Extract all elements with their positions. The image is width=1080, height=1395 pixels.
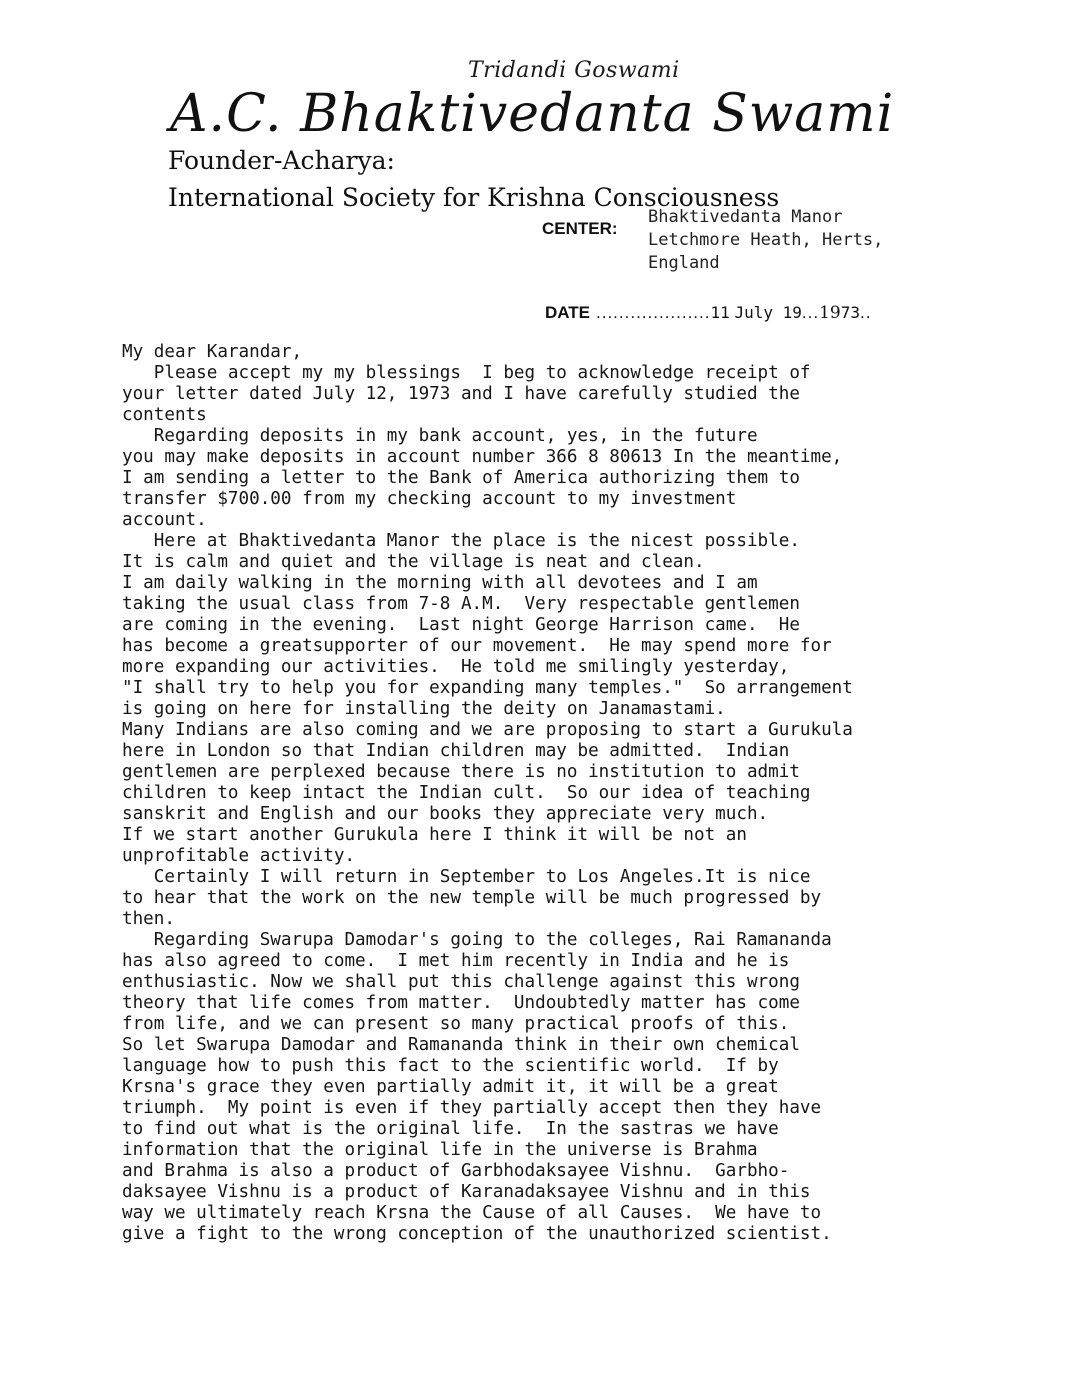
- date-label: DATE: [545, 303, 591, 322]
- letter-line: you may make deposits in account number 366 8 80613 In the meantime,: [122, 447, 843, 467]
- letter-line: contents: [122, 405, 207, 425]
- date-dots: ..: [860, 303, 872, 322]
- letter-line: and Brahma is also a product of Garbhodaksayee Vishnu. Garbho-: [122, 1161, 790, 1181]
- center-line: Bhaktivedanta Manor: [648, 207, 843, 227]
- letter-line: transfer $700.00 from my checking account to my investment: [122, 489, 737, 509]
- letter-line: Here at Bhaktivedanta Manor the place is the nicest possible.: [122, 531, 800, 551]
- letterhead-tridandi: Tridandi Goswami: [468, 58, 680, 83]
- letter-line: theory that life comes from matter. Undoubtedly matter has come: [122, 993, 800, 1013]
- date-day: 11: [710, 303, 730, 322]
- letter-line: Many Indians are also coming and we are proposing to start a Gurukula: [122, 720, 853, 740]
- letter-line: are coming in the evening. Last night George Harrison came. He: [122, 615, 800, 635]
- letter-line: has become a greatsupporter of our movement. He may spend more for: [122, 636, 832, 656]
- center-label: CENTER:: [542, 219, 618, 238]
- date-year-suffix: 73: [840, 303, 860, 322]
- letter-line: children to keep intact the Indian cult. So our idea of teaching: [122, 783, 811, 803]
- date-line: [545, 303, 871, 323]
- letter-line: taking the usual class from 7-8 A.M. Very respectable gentlemen: [122, 594, 800, 614]
- letter-line: more expanding our activities. He told me smilingly yesterday,: [122, 657, 790, 677]
- letter-line: from life, and we can present so many practical proofs of this.: [122, 1014, 790, 1034]
- letter-line: It is calm and quiet and the village is neat and clean.: [122, 552, 705, 572]
- letter-line: "I shall try to help you for expanding many temples." So arrangement: [122, 678, 853, 698]
- date-dots: ....................: [596, 303, 711, 322]
- letter-line: way we ultimately reach Krsna the Cause of all Causes. We have to: [122, 1203, 822, 1223]
- letter-line: your letter dated July 12, 1973 and I have carefully studied the: [122, 384, 800, 404]
- center-line: England: [648, 253, 720, 273]
- date-dots: ...: [801, 303, 820, 322]
- letter-line: then.: [122, 909, 175, 929]
- letter-line: My dear Karandar,: [122, 342, 303, 362]
- letter-line: to hear that the work on the new temple will be much progressed by: [122, 888, 822, 908]
- center-line: Letchmore Heath, Herts,: [648, 230, 884, 250]
- letter-line: If we start another Gurukula here I think it will be not an: [122, 825, 747, 845]
- date-year-prefix: 19: [819, 303, 841, 323]
- letter-line: is going on here for installing the deity on Janamastami.: [122, 699, 726, 719]
- letter-line: Regarding Swarupa Damodar's going to the colleges, Rai Ramananda: [122, 930, 832, 950]
- center-address: [648, 206, 883, 275]
- letter-line: Please accept my my blessings I beg to acknowledge receipt of: [122, 363, 811, 383]
- letter-line: Regarding deposits in my bank account, yes, in the future: [122, 426, 758, 446]
- letter-line: give a fight to the wrong conception of the unauthorized scientist.: [122, 1224, 832, 1244]
- letter-line: gentlemen are perplexed because there is no institution to admit: [122, 762, 800, 782]
- letter-line: I am sending a letter to the Bank of America authorizing them to: [122, 468, 800, 488]
- letterhead-name: A.C. Bhaktivedanta Swami: [170, 84, 895, 144]
- letter-line: enthusiastic. Now we shall put this challenge against this wrong: [122, 972, 800, 992]
- letter-line: language how to push this fact to the scientific world. If by: [122, 1056, 779, 1076]
- letter-line: Krsna's grace they even partially admit it, it will be a great: [122, 1077, 779, 1097]
- letter-line: I am daily walking in the morning with all devotees and I am: [122, 573, 758, 593]
- letter-line: account.: [122, 510, 207, 530]
- letter-line: unprofitable activity.: [122, 846, 356, 866]
- date-month-day: July 19: [734, 303, 802, 322]
- letter-line: daksayee Vishnu is a product of Karanadaksayee Vishnu and in this: [122, 1182, 811, 1202]
- letter-line: Certainly I will return in September to Los Angeles.It is nice: [122, 867, 811, 887]
- letter-line: information that the original life in the universe is Brahma: [122, 1140, 758, 1160]
- letter-line: to find out what is the original life. In the sastras we have: [122, 1119, 779, 1139]
- letterhead-society: International Society for Krishna Consciousness: [168, 183, 780, 212]
- letter-line: triumph. My point is even if they partially accept then they have: [122, 1098, 822, 1118]
- letter-line: has also agreed to come. I met him recently in India and he is: [122, 951, 790, 971]
- letterhead-founder: Founder-Acharya:: [168, 146, 395, 175]
- letter-line: sanskrit and English and our books they appreciate very much.: [122, 804, 769, 824]
- letter-body: [122, 342, 1042, 1245]
- letter-line: So let Swarupa Damodar and Ramananda think in their own chemical: [122, 1035, 800, 1055]
- letter-line: here in London so that Indian children may be admitted. Indian: [122, 741, 790, 761]
